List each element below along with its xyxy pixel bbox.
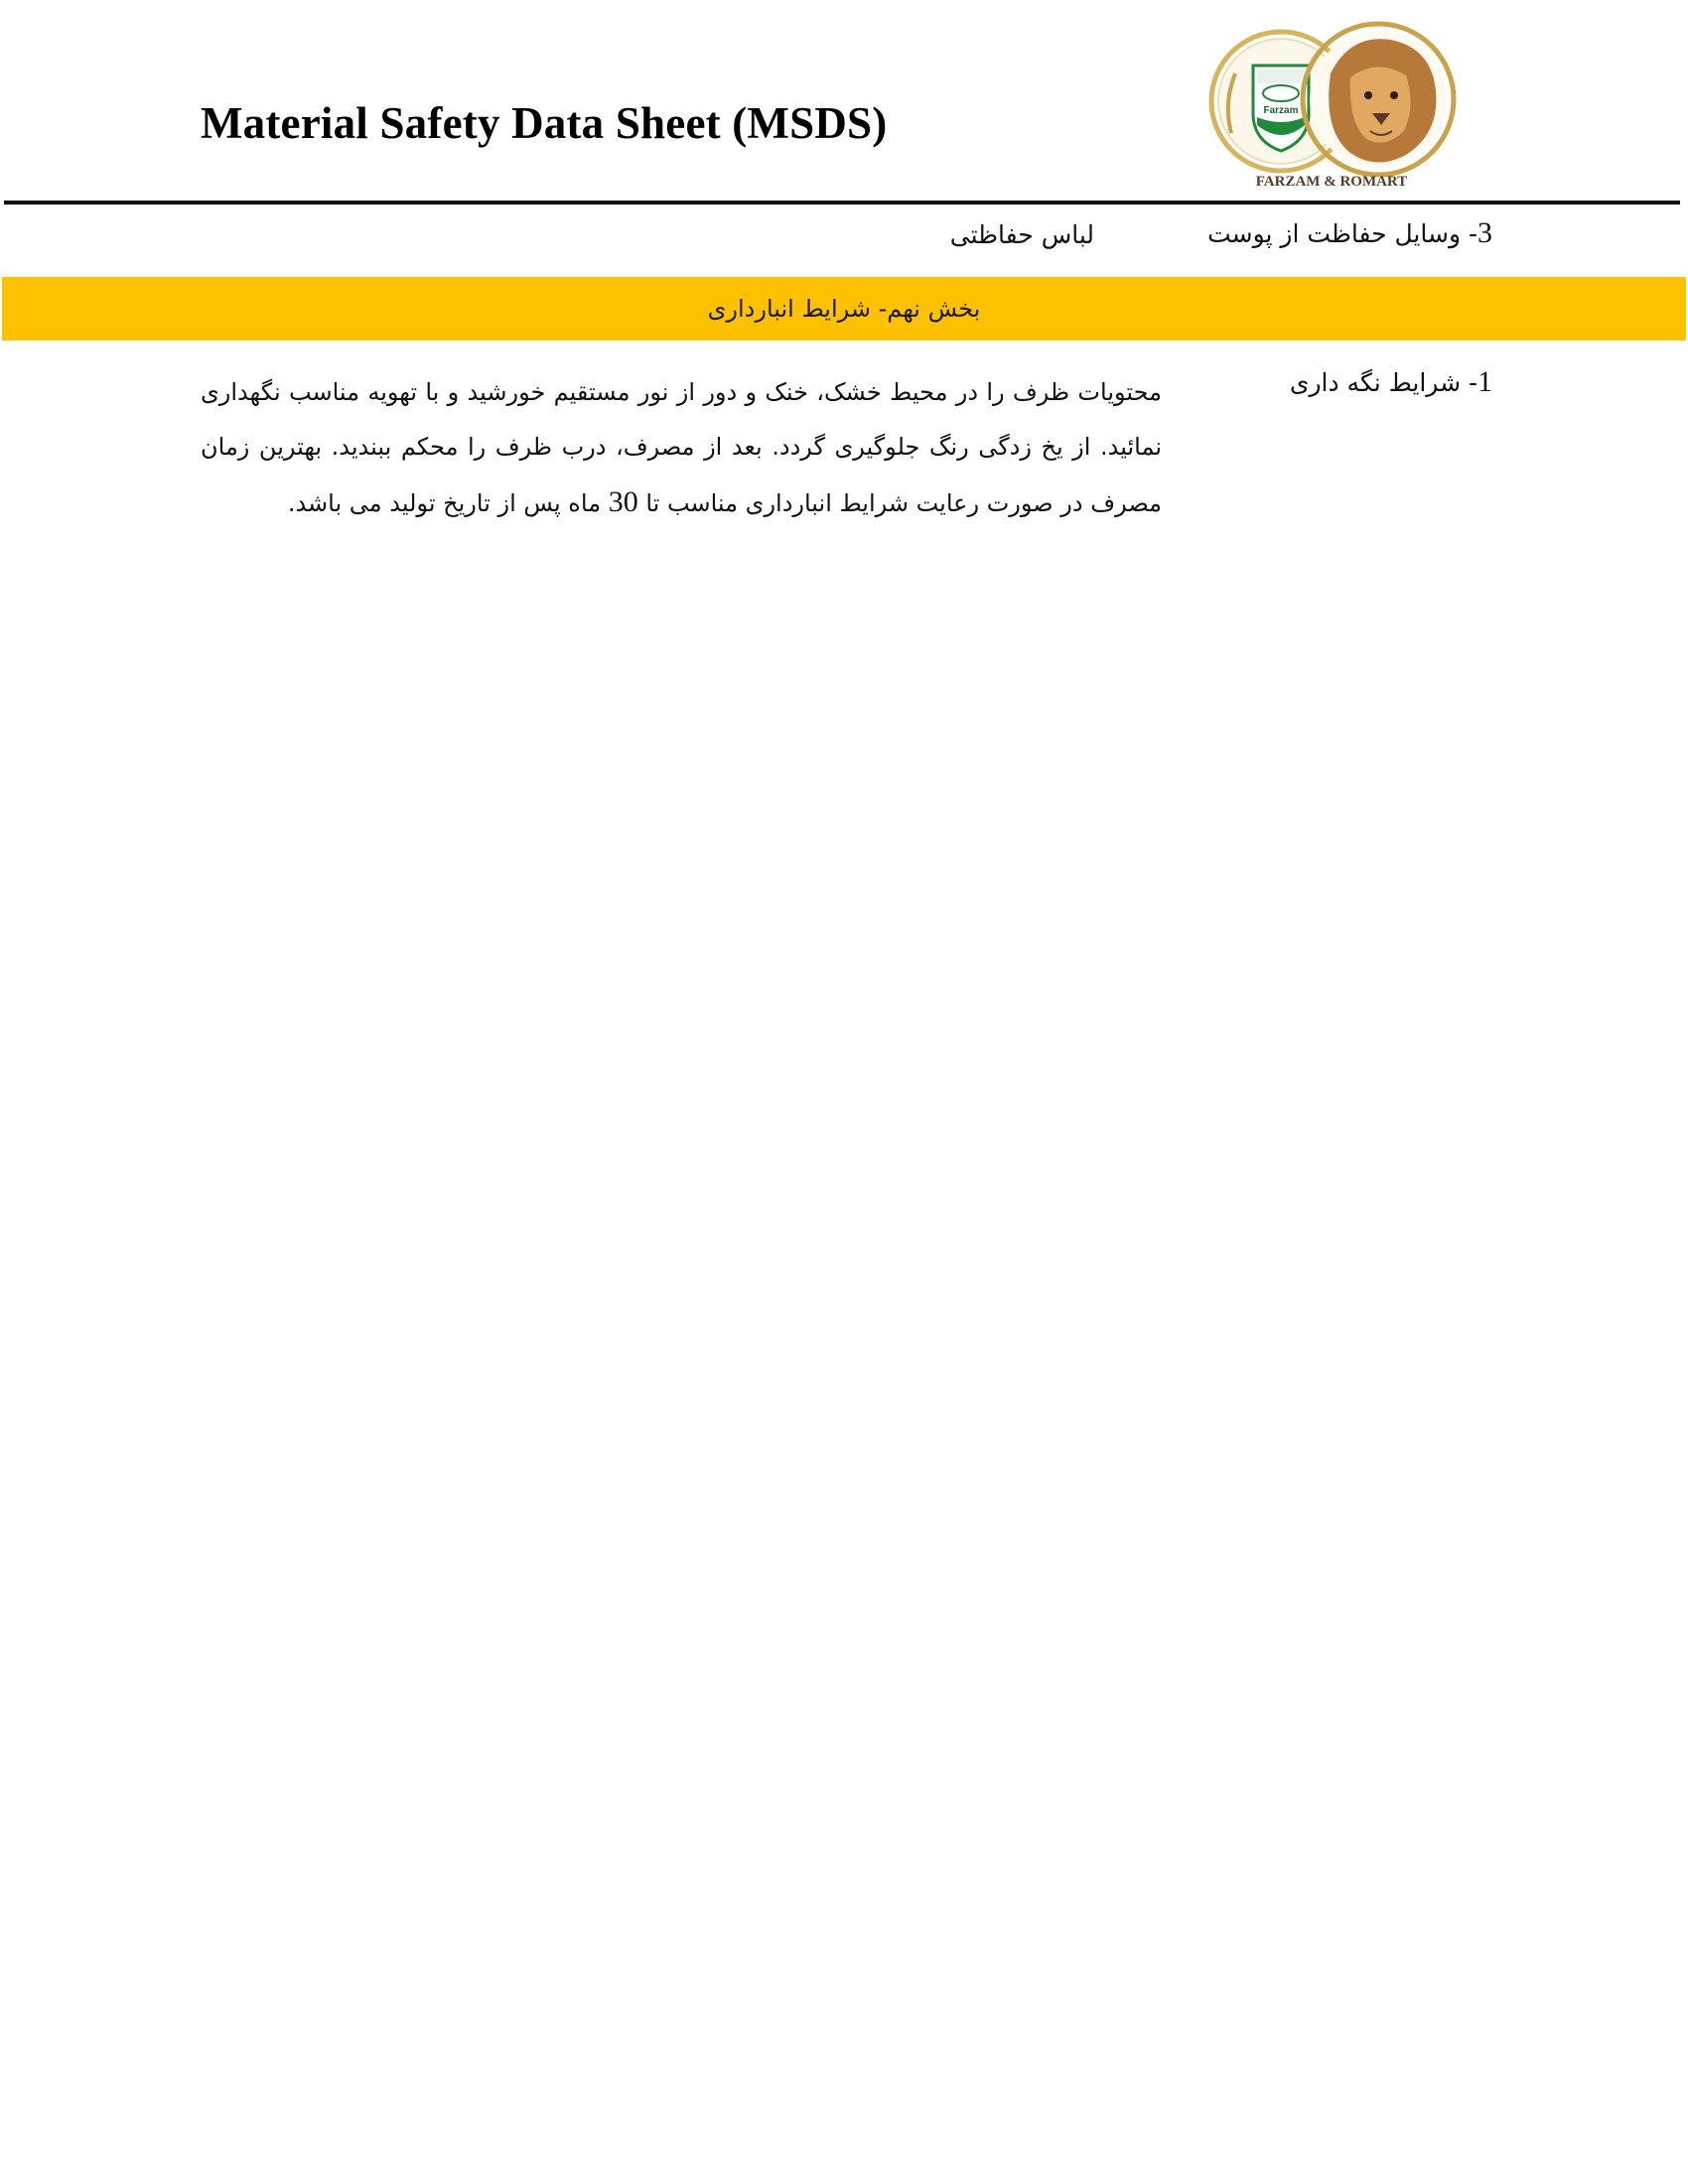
logo-badge-text: Farzam xyxy=(1263,105,1299,116)
section-title: بخش نهم- شرایط انبارداری xyxy=(707,295,981,323)
header-divider xyxy=(4,201,1680,205)
storage-months-value: 30 xyxy=(608,485,638,518)
skin-protection-value: لباس حفاظتی xyxy=(949,220,1094,249)
skin-protection-number: 3 xyxy=(1477,216,1492,249)
company-logo xyxy=(1201,14,1462,199)
storage-conditions-number: 1 xyxy=(1477,365,1492,398)
storage-conditions-label-text: - شرایط نگه داری xyxy=(1289,368,1477,397)
document-title: Material Safety Data Sheet (MSDS) xyxy=(201,98,888,148)
section-header-band xyxy=(2,277,1686,341)
skin-protection-label-text: - وسایل حفاظت از پوست xyxy=(1207,219,1477,248)
skin-protection-label xyxy=(1207,216,1492,250)
storage-text-part2: ماه پس از تاریخ تولید می باشد. xyxy=(287,489,609,517)
storage-text-part1: محتویات ظرف را در محیط خشک، خنک و دور از نور مستقیم خورشید و با تهویه مناسب نگهداری نمائید. از یخ زدگی رنگ جلوگیری گردد. بعد از مصرف، درب ظرف را محکم ببندید. بهترین زمان مصرف در صورت رعایت شرایط انبارداری مناسب تا xyxy=(201,378,1162,517)
logo-caption: FARZAM & ROMART xyxy=(1255,174,1408,190)
storage-conditions-text xyxy=(201,365,1162,531)
storage-conditions-label xyxy=(1290,365,1492,399)
